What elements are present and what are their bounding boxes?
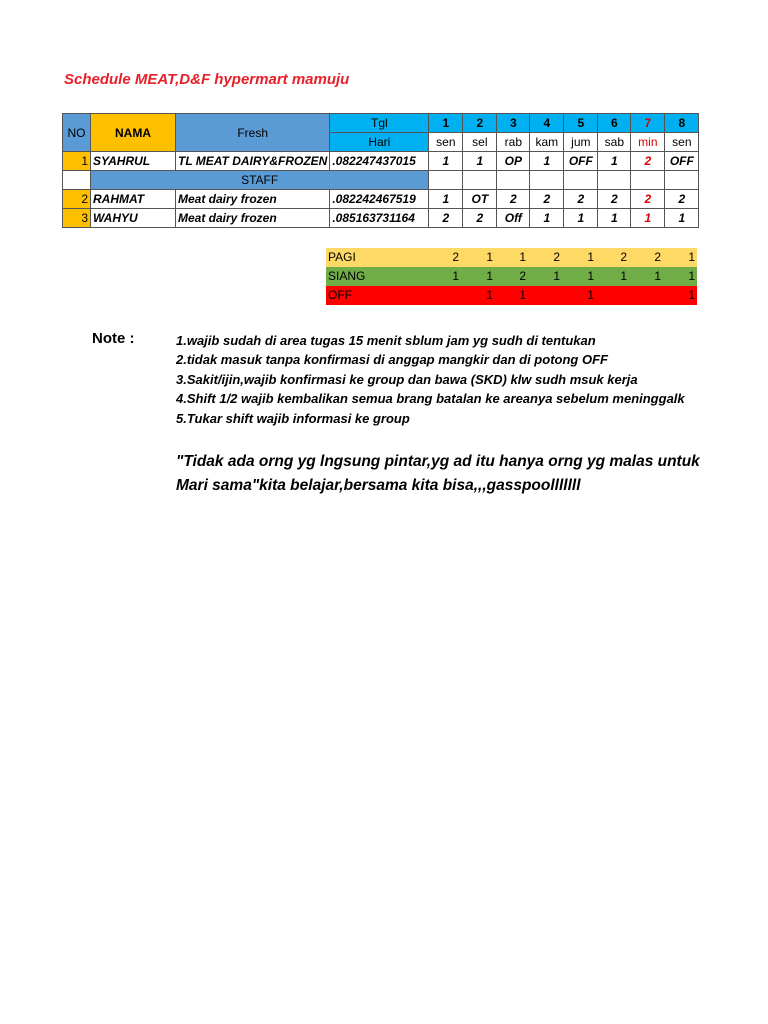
summary-row-siang: [326, 267, 697, 286]
shift-cell: 1: [631, 209, 665, 228]
shift-cell: 2: [463, 209, 497, 228]
summary-value: 1: [562, 286, 596, 305]
summary-value: [427, 286, 461, 305]
shift-cell: 1: [598, 209, 631, 228]
shift-cell: 2: [631, 190, 665, 209]
shift-cell: 1: [530, 152, 564, 171]
shift-cell: 1: [598, 152, 631, 171]
date-header: 1: [429, 114, 463, 133]
summary-value: 1: [495, 286, 528, 305]
summary-value: 2: [596, 248, 629, 267]
summary-value: 1: [663, 248, 697, 267]
day-header: jum: [564, 133, 598, 152]
day-header: sen: [665, 133, 699, 152]
motivational-quote: [176, 450, 700, 498]
shift-cell: 2: [497, 190, 530, 209]
row-position: TL MEAT DAIRY&FROZEN: [176, 152, 330, 171]
summary-row-pagi: [326, 248, 697, 267]
date-header: 6: [598, 114, 631, 133]
quote-line: "Tidak ada orng yg lngsung pintar,yg ad itu hanya orng yg malas untuk: [176, 453, 700, 470]
shift-cell: OFF: [564, 152, 598, 171]
date-header: 2: [463, 114, 497, 133]
shift-summary-table: [326, 248, 697, 305]
summary-value: 1: [528, 267, 562, 286]
date-header: 5: [564, 114, 598, 133]
summary-value: [596, 286, 629, 305]
shift-cell: 1: [463, 152, 497, 171]
header-fresh: Fresh: [176, 114, 330, 152]
summary-value: 1: [562, 267, 596, 286]
summary-value: 2: [427, 248, 461, 267]
summary-value: 2: [629, 248, 663, 267]
table-row: [63, 152, 699, 171]
row-number: 2: [63, 190, 91, 209]
row-position: Meat dairy frozen: [176, 209, 330, 228]
date-header: 7: [631, 114, 665, 133]
note-item: 1.wajib sudah di area tugas 15 menit sblum jam yg sudh di tentukan: [176, 333, 596, 348]
notes-list: [176, 331, 698, 428]
shift-cell: Off: [497, 209, 530, 228]
note-label: Note :: [92, 330, 135, 347]
summary-value: 1: [596, 267, 629, 286]
day-header: min: [631, 133, 665, 152]
note-item: 4.Shift 1/2 wajib kembalikan semua brang batalan ke areanya sebelum meninggalk: [176, 391, 685, 407]
staff-label: STAFF: [91, 171, 429, 190]
day-header: sab: [598, 133, 631, 152]
summary-value: 1: [461, 286, 495, 305]
row-position: Meat dairy frozen: [176, 190, 330, 209]
summary-value: 1: [461, 248, 495, 267]
summary-value: 1: [562, 248, 596, 267]
schedule-table: [62, 113, 699, 228]
summary-value: 2: [528, 248, 562, 267]
summary-value: 1: [427, 267, 461, 286]
date-header: 3: [497, 114, 530, 133]
shift-cell: OT: [463, 190, 497, 209]
row-name: RAHMAT: [91, 190, 176, 209]
summary-value: 1: [495, 248, 528, 267]
summary-value: 1: [663, 267, 697, 286]
row-number: 1: [63, 152, 91, 171]
table-row: [63, 209, 699, 228]
staff-row: [63, 171, 699, 190]
row-number: 3: [63, 209, 91, 228]
summary-value: 1: [629, 267, 663, 286]
header-nama: NAMA: [91, 114, 176, 152]
shift-cell: 2: [530, 190, 564, 209]
summary-value: 2: [495, 267, 528, 286]
summary-value: 1: [663, 286, 697, 305]
summary-label: OFF: [326, 286, 427, 305]
shift-cell: 2: [598, 190, 631, 209]
shift-cell: 2: [429, 209, 463, 228]
row-phone: .082247437015: [330, 152, 429, 171]
day-header: sen: [429, 133, 463, 152]
summary-label: PAGI: [326, 248, 427, 267]
note-item: 3.Sakit/ijin,wajib konfirmasi ke group dan bawa (SKD) klw sudh msuk kerja: [176, 371, 638, 387]
summary-value: 1: [461, 267, 495, 286]
row-phone: .082242467519: [330, 190, 429, 209]
day-header: kam: [530, 133, 564, 152]
date-header: 8: [665, 114, 699, 133]
header-no: NO: [63, 114, 91, 152]
day-header: sel: [463, 133, 497, 152]
row-name: SYAHRUL: [91, 152, 176, 171]
day-header: rab: [497, 133, 530, 152]
page-title: Schedule MEAT,D&F hypermart mamuju: [64, 71, 350, 88]
shift-cell: 2: [665, 190, 699, 209]
summary-value: [528, 286, 562, 305]
shift-cell: 1: [429, 152, 463, 171]
table-row: [63, 190, 699, 209]
shift-cell: OP: [497, 152, 530, 171]
header-tgl: Tgl: [330, 114, 429, 133]
shift-cell: 1: [665, 209, 699, 228]
row-name: WAHYU: [91, 209, 176, 228]
shift-cell: 1: [530, 209, 564, 228]
shift-cell: 1: [564, 209, 598, 228]
shift-cell: 1: [429, 190, 463, 209]
note-item: 2.tidak masuk tanpa konfirmasi di anggap mangkir dan di potong OFF: [176, 352, 608, 368]
summary-value: [629, 286, 663, 305]
summary-label: SIANG: [326, 267, 427, 286]
summary-row-off: [326, 286, 697, 305]
shift-cell: 2: [564, 190, 598, 209]
row-phone: .085163731164: [330, 209, 429, 228]
shift-cell: 2: [631, 152, 665, 171]
date-header: 4: [530, 114, 564, 133]
quote-line: Mari sama"kita belajar,bersama kita bisa,,,gasspoolllllll: [176, 477, 581, 494]
header-hari: Hari: [330, 133, 429, 152]
note-item: 5.Tukar shift wajib informasi ke group: [176, 410, 410, 426]
shift-cell: OFF: [665, 152, 699, 171]
